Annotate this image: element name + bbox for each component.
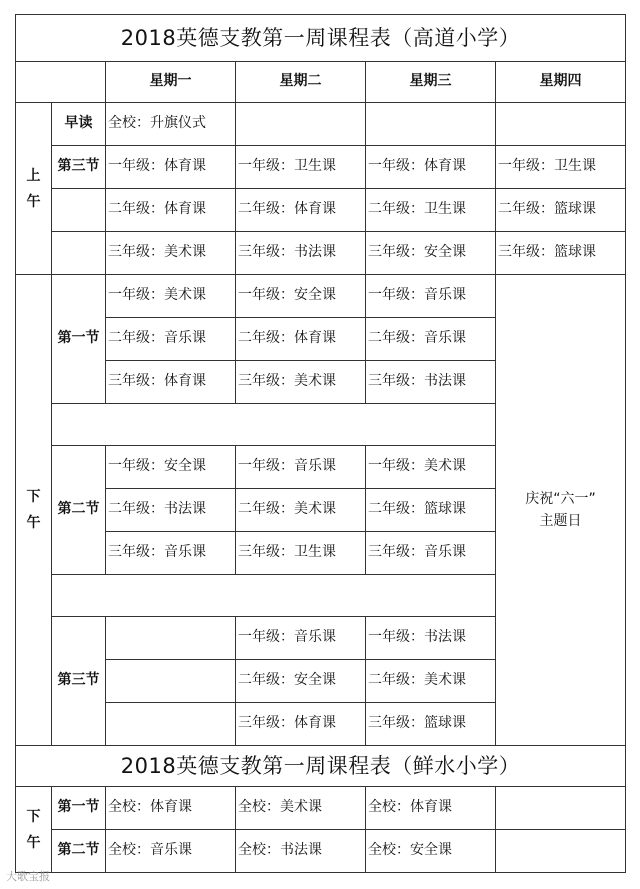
schedule-cell: 全校：书法课 [236, 830, 366, 873]
schedule-cell: 全校：安全课 [366, 830, 496, 873]
schedule-cell: 三年级：书法课 [236, 232, 366, 275]
schedule-cell [106, 703, 236, 746]
slot-label: 第二节 [52, 446, 106, 575]
schedule-cell: 三年级：卫生课 [236, 532, 366, 575]
schedule-cell: 全校：美术课 [236, 787, 366, 830]
schedule-cell: 一年级：书法课 [366, 617, 496, 660]
day-header: 星期一 [106, 62, 236, 103]
thursday-note: 庆祝“六一” 主题日 [496, 275, 626, 746]
slot-label: 第三节 [52, 146, 106, 189]
morning-label: 上 午 [16, 103, 52, 275]
schedule-cell [496, 830, 626, 873]
schedule-cell: 三年级：音乐课 [106, 532, 236, 575]
schedule-cell: 三年级：书法课 [366, 361, 496, 404]
schedule-cell: 二年级：音乐课 [366, 318, 496, 361]
schedule-cell: 二年级：美术课 [366, 660, 496, 703]
schedule-cell: 全校：升旗仪式 [106, 103, 236, 146]
schedule-cell [496, 787, 626, 830]
schedule-cell: 三年级：体育课 [106, 361, 236, 404]
school2-title: 2018英德支教第一周课程表（鲜水小学） [16, 746, 626, 787]
schedule-cell: 一年级：音乐课 [236, 446, 366, 489]
schedule-cell: 一年级：卫生课 [496, 146, 626, 189]
slot-label: 第一节 [52, 787, 106, 830]
slot-label: 第二节 [52, 830, 106, 873]
slot-label: 第一节 [52, 275, 106, 404]
schedule-cell: 一年级：卫生课 [236, 146, 366, 189]
schedule-cell [496, 103, 626, 146]
schedule-table [15, 14, 626, 873]
schedule-cell [106, 660, 236, 703]
schedule-cell: 三年级：美术课 [236, 361, 366, 404]
watermark: 大歌宝报 [6, 870, 50, 883]
day-header: 星期四 [496, 62, 626, 103]
slot-label: 早读 [52, 103, 106, 146]
schedule-cell: 二年级：安全课 [236, 660, 366, 703]
schedule-cell [236, 103, 366, 146]
schedule-cell: 一年级：音乐课 [366, 275, 496, 318]
break-row [52, 404, 496, 446]
slot-label: 第三节 [52, 617, 106, 746]
schedule-cell [366, 103, 496, 146]
schedule-cell: 二年级：体育课 [236, 318, 366, 361]
schedule-cell: 二年级：卫生课 [366, 189, 496, 232]
schedule-cell: 二年级：篮球课 [366, 489, 496, 532]
schedule-cell: 一年级：体育课 [366, 146, 496, 189]
schedule-cell: 三年级：体育课 [236, 703, 366, 746]
schedule-cell: 一年级：音乐课 [236, 617, 366, 660]
school1-title: 2018英德支教第一周课程表（高道小学） [16, 15, 626, 62]
schedule-cell: 三年级：安全课 [366, 232, 496, 275]
schedule-cell: 三年级：篮球课 [366, 703, 496, 746]
afternoon-label: 下 午 [16, 275, 52, 746]
blank-cell [52, 232, 106, 275]
schedule-cell: 三年级：篮球课 [496, 232, 626, 275]
blank-cell [52, 189, 106, 232]
schedule-cell: 二年级：体育课 [106, 189, 236, 232]
afternoon-label: 下 午 [16, 787, 52, 873]
schedule-cell: 三年级：音乐课 [366, 532, 496, 575]
schedule-cell: 二年级：体育课 [236, 189, 366, 232]
header-corner [16, 62, 106, 103]
schedule-cell: 二年级：美术课 [236, 489, 366, 532]
schedule-cell: 一年级：安全课 [106, 446, 236, 489]
schedule-cell [106, 617, 236, 660]
schedule-cell: 二年级：音乐课 [106, 318, 236, 361]
day-header: 星期三 [366, 62, 496, 103]
schedule-cell: 一年级：美术课 [366, 446, 496, 489]
schedule-cell: 全校：体育课 [106, 787, 236, 830]
schedule-cell: 一年级：安全课 [236, 275, 366, 318]
schedule-cell: 二年级：书法课 [106, 489, 236, 532]
schedule-cell: 全校：音乐课 [106, 830, 236, 873]
break-row [52, 575, 496, 617]
schedule-cell: 一年级：体育课 [106, 146, 236, 189]
schedule-cell: 一年级：美术课 [106, 275, 236, 318]
day-header: 星期二 [236, 62, 366, 103]
schedule-cell: 三年级：美术课 [106, 232, 236, 275]
schedule-cell: 二年级：篮球课 [496, 189, 626, 232]
schedule-cell: 全校：体育课 [366, 787, 496, 830]
